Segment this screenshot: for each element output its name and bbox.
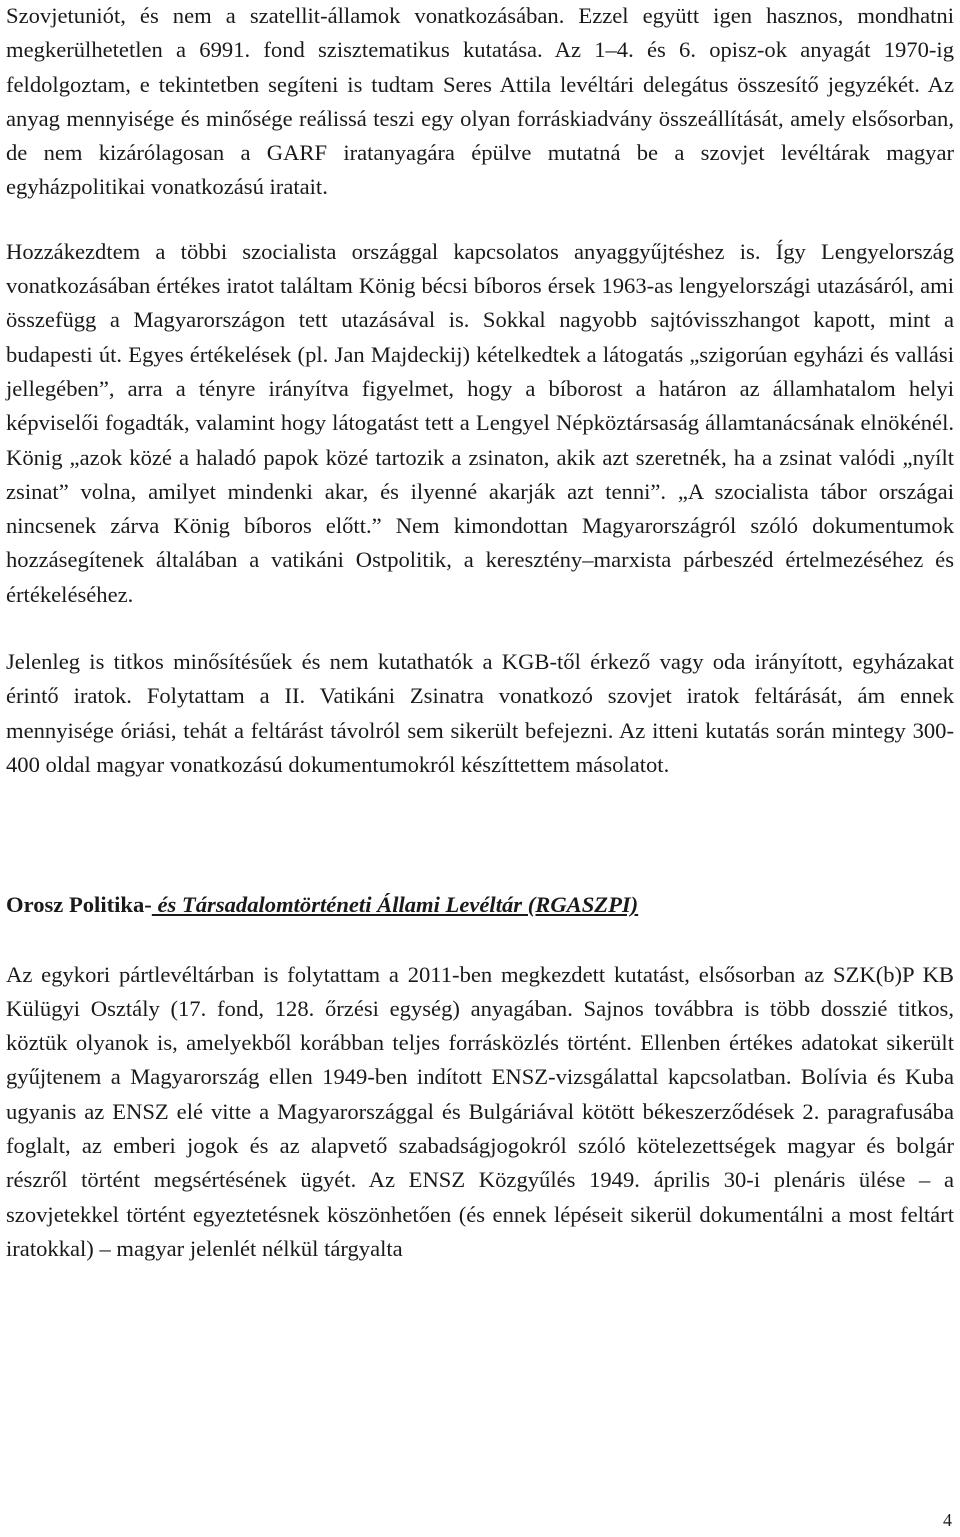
page-number: 4 xyxy=(943,1510,952,1530)
document-page xyxy=(6,0,954,1266)
body-paragraph: Jelenleg is titkos minősítésűek és nem kutathatók a KGB-től érkező vagy oda irányított, egyházakat érintő iratok. Folytattam a II. Vatikáni Zsinatra vonatkozó szovjet iratok feltárását, ám ennek mennyisége óriási, tehát a feltárást távolról sem sikerült befejezni. Az itteni kutatás során mintegy 300-400 oldal magyar vonatkozású dokumentumokról készíttettem másolatot. xyxy=(6,649,954,777)
body-paragraph: Szovjetuniót, és nem a szatellit-államok vonatkozásában. Ezzel együtt igen hasznos, mondhatni megkerülhetetlen a 6991. fond szisztematikus kutatása. Az 1–4. és 6. opisz-ok anyagát 1970-ig feldolgoztam, e tekintetben segíteni is tudtam Seres Attila levéltári delegátus összesítő jegyzékét. Az anyag mennyisége és minősége reálissá teszi egy olyan forráskiadvány összeállítását, amely elsősorban, de nem kizárólagosan a GARF iratanyagára épülve mutatná be a szovjet levéltárak magyar egyházpolitikai vonatkozású iratait. xyxy=(6,3,954,200)
section-heading xyxy=(6,888,954,922)
section-heading-italic: és Társadalomtörténeti Állami Levéltár (RGASZPI) xyxy=(151,892,639,918)
body-paragraph: Az egykori pártlevéltárban is folytattam a 2011-ben megkezdett kutatást, elsősorban az SZK(b)P KB Külügyi Osztály (17. fond, 128. őrzési egység) anyagában. Sajnos továbbra is több dosszié titkos, köztük olyanok is, amelyekből korábban teljes forrásközlés történt. Ellenben értékes adatokat sikerült gyűjtenem a Magyarország ellen 1949-ben indított ENSZ-vizsgálattal kapcsolatban. Bolívia és Kuba ugyanis az ENSZ elé vitte a Magyarországgal és Bulgáriával kötött békeszerződések 2. paragrafusába foglalt, az emberi jogok és az alapvető szabadságjogokról szóló kötelezettségek magyar és bolgár részről történt megsértésének ügyét. Az ENSZ Közgyűlés 1949. április 30-i plenáris ülése – a szovjetekkel történt egyeztetésnek köszönhetően (és ennek lépéseit sikerül dokumentálni a most feltárt iratokkal) – magyar jelenlét nélkül tárgyalta xyxy=(6,961,954,1261)
body-paragraph: Hozzákezdtem a többi szocialista országgal kapcsolatos anyaggyűjtéshez is. Így Lengyelország vonatkozásában értékes iratot találtam König bécsi bíboros érsek 1963-as lengyelországi utazásáról, ami összefügg a Magyarországon tett utazásával is. Sokkal nagyobb sajtóvisszhangot kapott, mint a budapesti út. Egyes értékelések (pl. Jan Majdeckij) kételkedtek a látogatás „szigorúan egyházi és vallási jellegében”, arra a tényre irányítva figyelmet, hogy a bíborost a határon az államhatalom helyi képviselői fogadták, valamint hogy látogatást tett a Lengyel Népköztársaság államtanácsának elnökénél. König „azok közé a haladó papok közé tartozik a zsinaton, akik azt szeretnék, ha a zsinat valódi „nyílt zsinat” volna, amilyet mindenki akar, és ilyenné akarják azt tenni”. „A szocialista tábor országai nincsenek zárva König bíboros előtt.” Nem kimondottan Magyarországról szóló dokumentumok hozzásegítenek általában a vatikáni Ostpolitik, a keresztény–marxista párbeszéd értelmezéséhez és értékeléséhez. xyxy=(6,238,954,607)
section-heading-main: Orosz Politika- xyxy=(6,892,152,918)
